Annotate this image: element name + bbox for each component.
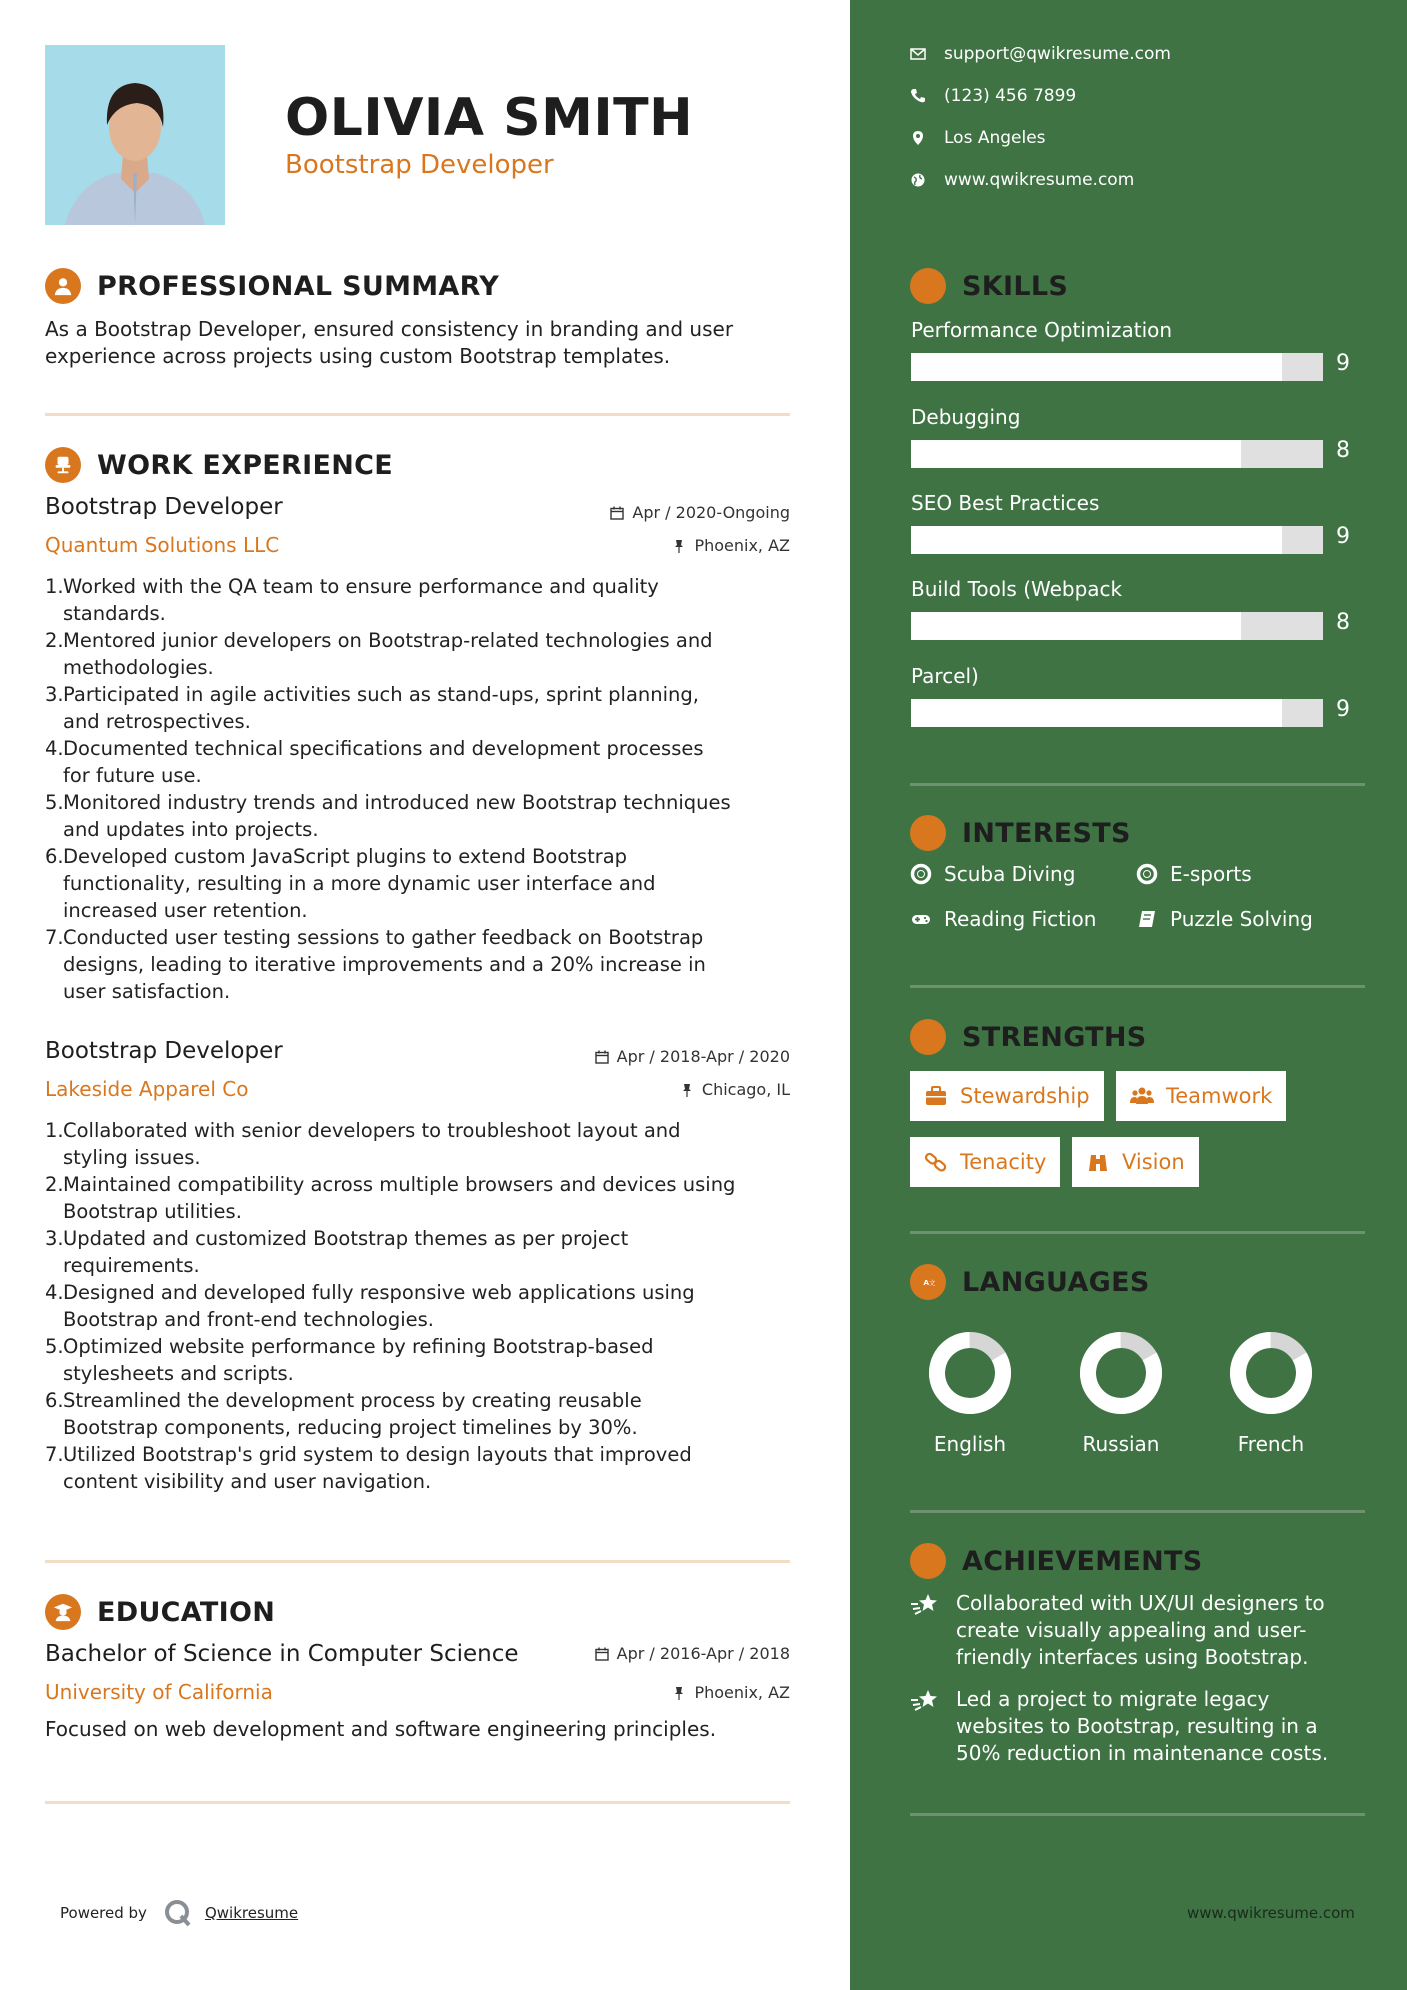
paper-plane-icon — [910, 815, 946, 851]
skill-bar — [911, 699, 1323, 727]
chair-icon — [45, 447, 81, 483]
education-header — [45, 1594, 275, 1630]
responsibility-item — [45, 735, 795, 789]
interest-item — [910, 862, 1075, 886]
achievement-line: create visually appealing and user- — [956, 1618, 1307, 1642]
interest-label: Puzzle Solving — [1170, 907, 1313, 931]
item-line: and updates into projects. — [63, 818, 319, 841]
achievement-text — [956, 1686, 1328, 1767]
job-location-text: Chicago, IL — [701, 1080, 790, 1099]
achievement-line: Collaborated with UX/UI designers to — [956, 1591, 1325, 1615]
work-header — [45, 447, 393, 483]
strength-label: Stewardship — [960, 1084, 1090, 1108]
item-line: Worked with the QA team to ensure performance and quality — [63, 575, 659, 598]
item-line: methodologies. — [63, 656, 214, 679]
achievement-line: websites to Bootstrap, resulting in a — [956, 1714, 1318, 1738]
item-number: 4. — [45, 737, 64, 760]
item-line: requirements. — [63, 1254, 200, 1277]
item-number: 7. — [45, 1443, 64, 1466]
skill-name: Debugging — [911, 405, 1021, 429]
responsibility-item — [45, 1333, 795, 1387]
strength-badge — [910, 1137, 1060, 1187]
item-number: 2. — [45, 1173, 64, 1196]
skill-name: Parcel) — [911, 664, 979, 688]
skill-value: 9 — [1336, 524, 1350, 549]
item-number: 6. — [45, 1389, 64, 1412]
svg-text:A: A — [923, 1278, 930, 1288]
item-line: Bootstrap and front-end technologies. — [63, 1308, 434, 1331]
company-name: Lakeside Apparel Co — [45, 1077, 249, 1101]
skill-value: 8 — [1336, 438, 1350, 463]
responsibility-item — [45, 1279, 795, 1333]
link-icon — [924, 1151, 948, 1173]
school-name: University of California — [45, 1680, 273, 1704]
degree-title: Bachelor of Science in Computer Science — [45, 1641, 519, 1667]
section-divider — [45, 413, 790, 416]
item-line: Utilized Bootstrap's grid system to design layouts that improved — [63, 1443, 692, 1466]
contact-phone[interactable] — [910, 86, 1076, 106]
calendar-icon — [610, 506, 624, 520]
strengths-header — [910, 1019, 1147, 1055]
user-icon — [45, 268, 81, 304]
language-item — [1221, 1328, 1321, 1456]
achievements-heading: ACHIEVEMENTS — [962, 1545, 1203, 1577]
contact-location — [910, 128, 1046, 148]
item-line: stylesheets and scripts. — [63, 1362, 294, 1385]
qwikresume-link[interactable]: Qwikresume — [204, 1904, 299, 1922]
strength-label: Vision — [1122, 1150, 1185, 1174]
language-level-ring — [1226, 1328, 1316, 1418]
skill-bar — [911, 353, 1323, 381]
skill-bar-fill — [911, 440, 1241, 468]
item-number: 3. — [45, 1227, 64, 1250]
binoculars-icon — [1086, 1151, 1110, 1173]
website-text: www.qwikresume.com — [944, 170, 1135, 190]
skill-bar-fill — [911, 526, 1282, 554]
interests-header — [910, 815, 1131, 851]
item-line: Collaborated with senior developers to troubleshoot layout and — [63, 1119, 681, 1142]
phone-icon — [910, 88, 926, 104]
item-line: Streamlined the development process by creating reusable — [63, 1389, 642, 1412]
envelope-icon — [910, 46, 926, 62]
pushpin-icon — [672, 1686, 686, 1700]
footer-website[interactable]: www.qwikresume.com — [1187, 1904, 1355, 1922]
pushpin-icon — [680, 1083, 694, 1097]
skill-name: Build Tools (Webpack — [911, 577, 1123, 601]
interest-item — [1136, 907, 1313, 931]
calendar-icon — [595, 1647, 609, 1661]
briefcase-icon — [924, 1085, 948, 1107]
job-date-text: Apr / 2020-Ongoing — [632, 503, 790, 522]
job-title: Bootstrap Developer — [45, 1038, 283, 1064]
skill-name: SEO Best Practices — [911, 491, 1100, 515]
responsibility-item — [45, 1225, 795, 1279]
responsibility-item — [45, 1441, 795, 1495]
graduate-icon — [45, 1594, 81, 1630]
skill-bar-fill — [911, 612, 1241, 640]
item-number: 5. — [45, 791, 64, 814]
section-divider — [45, 1560, 790, 1563]
responsibility-item — [45, 1117, 795, 1171]
item-line: Participated in agile activities such as stand-ups, sprint planning, — [63, 683, 699, 706]
education-heading: EDUCATION — [97, 1596, 276, 1628]
item-line: standards. — [63, 602, 166, 625]
language-name: English — [933, 1432, 1007, 1456]
strength-label: Tenacity — [960, 1150, 1047, 1174]
job-title: Bootstrap Developer — [45, 494, 283, 520]
work-heading: WORK EXPERIENCE — [97, 449, 393, 481]
strengths-heading: STRENGTHS — [962, 1021, 1147, 1053]
item-number: 6. — [45, 845, 64, 868]
strength-badge — [910, 1071, 1104, 1121]
shooting-star-icon — [910, 1592, 940, 1618]
item-number: 1. — [45, 575, 64, 598]
job-responsibilities — [45, 573, 795, 1005]
skill-name: Performance Optimization — [911, 318, 1173, 342]
summary-line: experience across projects using custom Bootstrap templates. — [45, 344, 671, 368]
responsibility-item — [45, 924, 795, 1005]
item-line: Optimized website performance by refining Bootstrap-based — [63, 1335, 654, 1358]
item-line: Bootstrap utilities. — [63, 1200, 242, 1223]
item-line: and retrospectives. — [63, 710, 251, 733]
section-divider — [910, 1231, 1365, 1234]
responsibility-item — [45, 573, 795, 627]
item-number: 1. — [45, 1119, 64, 1142]
achievement-line: Led a project to migrate legacy — [956, 1687, 1270, 1711]
item-line: increased user retention. — [63, 899, 308, 922]
item-line: styling issues. — [63, 1146, 201, 1169]
interest-label: Scuba Diving — [944, 862, 1076, 886]
language-item — [920, 1328, 1020, 1456]
summary-text — [45, 316, 733, 370]
summary-line: As a Bootstrap Developer, ensured consistency in branding and user — [45, 317, 734, 341]
achievement-item — [910, 1686, 1365, 1767]
life-ring-icon — [1136, 863, 1158, 885]
item-line: Mentored junior developers on Bootstrap-related technologies and — [63, 629, 713, 652]
job-date-text: Apr / 2018-Apr / 2020 — [616, 1047, 790, 1066]
education-date-text: Apr / 2016-Apr / 2018 — [616, 1644, 790, 1663]
gamepad-icon — [910, 908, 932, 930]
life-ring-icon — [910, 863, 932, 885]
skill-bar — [911, 440, 1323, 468]
item-line: functionality, resulting in a more dynamic user interface and — [63, 872, 656, 895]
item-line: Designed and developed fully responsive web applications using — [63, 1281, 695, 1304]
skill-bar-fill — [911, 699, 1282, 727]
qwikresume-logo-icon — [163, 1898, 193, 1928]
strength-label: Teamwork — [1166, 1084, 1273, 1108]
item-line: user satisfaction. — [63, 980, 231, 1003]
candidate-title: Bootstrap Developer — [285, 150, 554, 180]
powered-by-label: Powered by — [60, 1904, 147, 1922]
calendar-icon — [595, 1050, 609, 1064]
item-line: Updated and customized Bootstrap themes as per project — [63, 1227, 629, 1250]
interest-item — [1136, 862, 1252, 886]
item-line: Maintained compatibility across multiple browsers and devices using — [63, 1173, 736, 1196]
skills-heading: SKILLS — [962, 270, 1069, 302]
achievement-line: friendly interfaces using Bootstrap. — [956, 1645, 1309, 1669]
users-icon — [1130, 1085, 1154, 1107]
pushpin-icon — [672, 539, 686, 553]
job-location — [672, 536, 790, 555]
svg-text:文: 文 — [928, 1279, 936, 1288]
language-name: French — [1237, 1432, 1305, 1456]
interest-item — [910, 907, 1096, 931]
profile-photo — [45, 45, 225, 225]
star-burst-icon — [910, 1543, 946, 1579]
item-line: Monitored industry trends and introduced new Bootstrap techniques — [63, 791, 731, 814]
achievements-header — [910, 1543, 1203, 1579]
education-description: Focused on web development and software engineering principles. — [45, 1717, 717, 1741]
skill-value: 9 — [1336, 697, 1350, 722]
location-text: Los Angeles — [944, 128, 1046, 148]
strength-badge — [1116, 1071, 1286, 1121]
section-divider — [910, 985, 1365, 988]
education-location — [672, 1683, 790, 1702]
education-date — [595, 1644, 790, 1663]
section-divider — [910, 1510, 1365, 1513]
job-date — [610, 503, 790, 522]
responsibility-item — [45, 627, 795, 681]
interests-heading: INTERESTS — [962, 817, 1131, 849]
candidate-name: OLIVIA SMITH — [285, 88, 694, 148]
contact-website[interactable] — [910, 170, 1134, 190]
map-marker-icon — [910, 130, 926, 146]
item-line: Bootstrap components, reducing project timelines by 30%. — [63, 1416, 638, 1439]
education-location-text: Phoenix, AZ — [694, 1683, 790, 1702]
contact-email[interactable] — [910, 44, 1171, 64]
language-name: Russian — [1082, 1432, 1160, 1456]
item-number: 4. — [45, 1281, 64, 1304]
job-location-text: Phoenix, AZ — [694, 536, 790, 555]
company-name: Quantum Solutions LLC — [45, 533, 280, 557]
strength-badge — [1072, 1137, 1199, 1187]
skills-header — [910, 268, 1068, 304]
skill-value: 9 — [1336, 351, 1350, 376]
interest-label: E-sports — [1170, 862, 1252, 886]
skill-value: 8 — [1336, 610, 1350, 635]
languages-header — [910, 1264, 1150, 1300]
achievement-text — [956, 1590, 1325, 1671]
item-line: Conducted user testing sessions to gather feedback on Bootstrap — [63, 926, 704, 949]
job-date — [595, 1047, 790, 1066]
language-item — [1071, 1328, 1171, 1456]
lightbulb-icon — [910, 268, 946, 304]
responsibility-item — [45, 1171, 795, 1225]
achievement-line: 50% reduction in maintenance costs. — [956, 1741, 1329, 1765]
section-divider — [910, 783, 1365, 786]
powered-by — [60, 1898, 298, 1928]
fist-icon — [910, 1019, 946, 1055]
achievement-item — [910, 1590, 1365, 1671]
shooting-star-icon — [910, 1688, 940, 1714]
section-divider — [45, 1801, 790, 1804]
item-line: for future use. — [63, 764, 202, 787]
section-divider — [910, 1813, 1365, 1816]
responsibility-item — [45, 681, 795, 735]
item-number: 3. — [45, 683, 64, 706]
job-responsibilities — [45, 1117, 795, 1495]
phone-text: (123) 456 7899 — [944, 86, 1077, 106]
language-level-ring — [1076, 1328, 1166, 1418]
language-icon — [910, 1264, 946, 1300]
item-line: Documented technical specifications and development processes — [63, 737, 704, 760]
responsibility-item — [45, 1387, 795, 1441]
item-number: 2. — [45, 629, 64, 652]
responsibility-item — [45, 843, 795, 924]
languages-heading: LANGUAGES — [962, 1266, 1150, 1298]
responsibility-item — [45, 789, 795, 843]
skill-bar-fill — [911, 353, 1282, 381]
item-number: 5. — [45, 1335, 64, 1358]
item-line: content visibility and user navigation. — [63, 1470, 432, 1493]
summary-header — [45, 268, 499, 304]
email-text: support@qwikresume.com — [944, 44, 1171, 64]
item-number: 7. — [45, 926, 64, 949]
summary-heading: PROFESSIONAL SUMMARY — [97, 270, 500, 302]
globe-icon — [910, 172, 926, 188]
book-icon — [1136, 908, 1158, 930]
item-line: Developed custom JavaScript plugins to extend Bootstrap — [63, 845, 628, 868]
skill-bar — [911, 526, 1323, 554]
interest-label: Reading Fiction — [944, 907, 1097, 931]
item-line: designs, leading to iterative improvements and a 20% increase in — [63, 953, 706, 976]
job-location — [680, 1080, 790, 1099]
skill-bar — [911, 612, 1323, 640]
language-level-ring — [925, 1328, 1015, 1418]
